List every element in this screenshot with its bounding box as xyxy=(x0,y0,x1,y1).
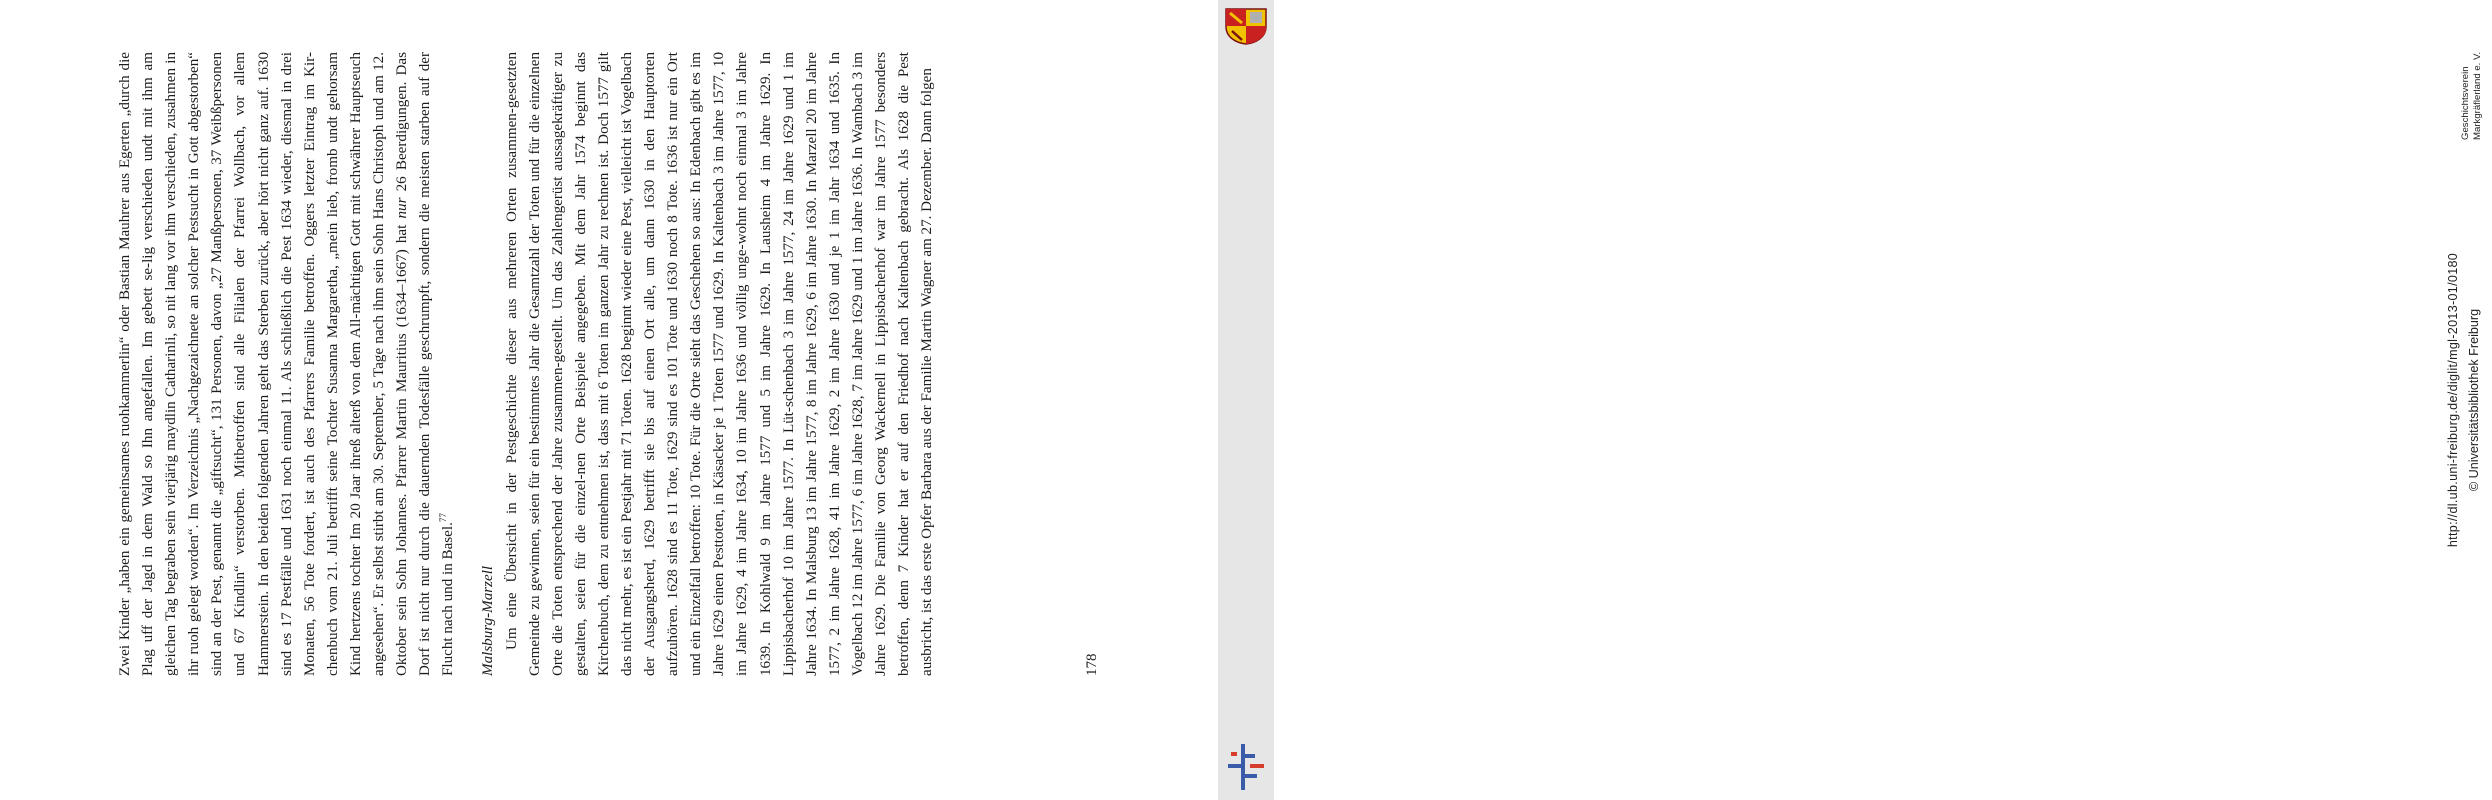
association-name-line2: Markgräflerland e. V. xyxy=(2472,51,2483,140)
paragraph-2: Um eine Übersicht in der Pestgeschichte dieser aus mehreren Orten zusammen-gesetzten Gemeinde zu gewinnen, seien für ein bestimmtes Jahr die Gesamtzahl der Toten und für die einzelnen Orte die Toten entsprechend der Jahre zusammen-gestellt. Um das Zahlengerüst aussagekräftiger zu gestalten, seien für die einzel-nen Orte Beispiele angegeben. Mit dem Jahr 1574 beginnt das Kirchenbuch, dem zu entnehmen ist, dass mit 6 Toten im ganzen Jahr zu rechnen ist. Doch 1577 gilt das nicht mehr, es ist ein Pestjahr mit 71 Toten. 1628 beginnt wieder eine Pest, vielleicht ist Vogelbach der Ausgangsherd, 1629 betrifft sie bis auf einen Ort alle, um dann 1630 in den Hauptorten aufzuhören. 1628 sind es 11 Tote, 1629 sind es 101 Tote und 1630 noch 8 Tote. 1636 ist nur ein Ort und ein Einzelfall betroffen: 10 Tote. Für die Orte sieht das Geschehen so aus: In Edenbach gibt es im Jahre 1629 einen Pesttoten, in Käsacker je 1 Toten 1577 und 1629. In Kaltenbach 3 im Jahre 1577, 10 im Jahre 1629, 4 im Jahre 1634, 10 im Jahre 1636 und völlig unge-wohnt noch einmal 3 im Jahre 1639. In Kohlwald 9 im Jahre 1577 und 5 im Jahre 1629. In Lausheim 4 im Jahre 1629. In Lippisbacherhof 10 im Jahre 1577. In Lüt-schenbach 3 im Jahre 1577, 24 im Jahre 1629 und 1 im Jahre 1634. In Malsburg 13 im Jahre 1577, 8 im Jahre 1629, 6 im Jahre 1630. In Marzell 20 im Jahre 1577, 2 im Jahre 1628, 41 im Jahre 1629, 2 im Jahre 1630 und je 1 im Jahr 1634 und 1635. In Vogelbach 12 im Jahre 1577, 6 im Jahre 1628, 7 im Jahre 1629 und 1 im Jahre 1636. In Wambach 3 im Jahre 1629. Die Familie von Georg Wackernell in Lippisbacherhof war im Jahre 1577 besonders betroffen, denn 7 Kinder hat er auf den Friedhof nach Kaltenbach gebracht. Als 1628 die Pest ausbricht, ist das erste Opfer Barbara aus der Familie Martin Wagner am 27. Dezember. Dann folgen xyxy=(503,52,936,676)
source-url-link[interactable]: http://dl.ub.uni-freiburg.de/diglit/mgl-2013-01/0180 xyxy=(2446,252,2460,548)
footnote-reference: 77 xyxy=(438,513,449,523)
page-body-text xyxy=(114,52,939,676)
paragraph-1: Zwei Kinder „haben ein gemeinsames ruohkammerlin“ oder Bastian Mauhrer aus Egerten „durch die Plag uff der Jagd in dem Wald so Ihn angefallen. Im gebett se-lig verschieden undt mit ihm am gleichen Tag begraben sein vierjärig maydlin Catharinli, so nit lang vor ihm verschieden, zusahmen in ihr ruoh gelegt worden“. Im Verzeichnis „Nachgezaichnete an solcher Pestsucht in Gott abgestorben“ sind an der Pest, genannt die „giftsucht“, 131 Personen, davon „27 Manßpersonen, 37 Weibßpersonen und 67 Kindlin“ verstorben. Mitbetroffen sind alle Filialen der Pfarrei Wollbach, vor allem Hammerstein. In den beiden folgenden Jahren geht das Sterben zurück, aber hört nicht ganz auf. 1630 sind es 17 Pestfälle und 1631 noch einmal 11. Als schließlich die Pest 1634 wieder, diesmal in drei Monaten, 56 Tote fordert, ist auch des Pfarrers Familie betroffen. Oggers letzter Eintrag im Kir-chenbuch vom 21. Juli betrifft seine Tochter Susanna Margaretha, „mein lieb, fromb undt gehorsam Kind hertzens tochter Im 20 Jaar ihreß alterß von dem All-mächtigen Gott mit schwährer Hauptseuch angesehen“. Er selbst stirbt am 30. September, 5 Tage nach ihm sein Sohn Hans Christoph und am 12. Oktober sein Sohn Johannes. Pfarrer Martin Mauritius (1634–1667) hat nur 26 Beerdigungen. Das Dorf ist nicht nur durch die dauernden Todesfälle geschrumpft, sondern die meisten starben auf der Flucht nach und in Basel.$^{77}$ xyxy=(117,52,457,676)
section-heading: Malsburg-Marzell xyxy=(480,565,497,676)
page-number: 178 xyxy=(1084,653,1100,676)
sidebar-rotated-text xyxy=(1218,0,2492,800)
library-copyright: © Universitätsbibliothek Freiburg xyxy=(2467,308,2481,492)
viewer-sidebar xyxy=(1218,0,2483,800)
university-library-logo-icon[interactable] xyxy=(1226,744,1266,790)
association-name-line1: Geschichtsverein xyxy=(2460,66,2471,140)
